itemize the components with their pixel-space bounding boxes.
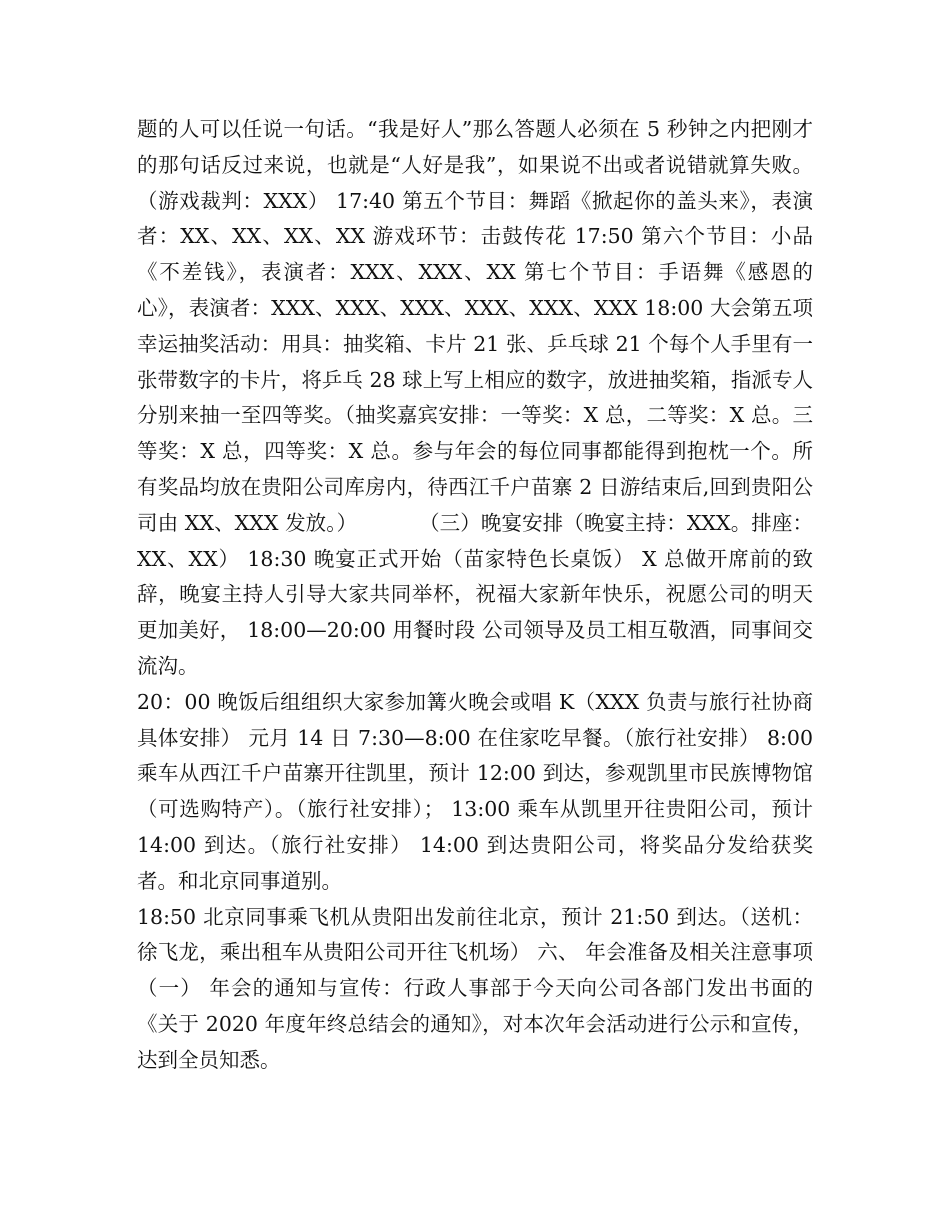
body-text <box>137 112 813 1079</box>
paragraph-1: 题的人可以任说一句话。“我是好人”那么答题人必须在 5 秒钟之内把刚才的那句话反过来说，也就是“人好是我”，如果说不出或者说错就算失败。（游戏裁判：XXX） 17:40 第五个节目：舞蹈《掀起你的盖头来》，表演者：XX、XX、XX、XX 游戏环节：击鼓传花 17:50 第六个节目：小品《不差钱》，表演者：XXX、XXX、XX 第七个节目：手语舞《感恩的心》，表演者：XXX、XXX、XXX、XXX、XXX、XXX 18:00 大会第五项幸运抽奖活动：用具：抽奖箱、卡片 21 张、乒乓球 21 个每个人手里有一张带数字的卡片，将乒乓 28 球上写上相应的数字，放进抽奖箱，指派专人分别来抽一至四等奖。（抽奖嘉宾安排：一等奖：X 总，二等奖：X 总。三等奖：X 总，四等奖：X 总。参与年会的每位同事都能得到抱枕一个。所有奖品均放在贵阳公司库房内，待西江千户苗寨 2 日游结束后,回到贵阳公司由 XX、XXX 发放。） （三）晚宴安排（晚宴主持：XXX。排座：XX、XX） 18:30 晚宴正式开始（苗家特色长桌饭） X 总做开席前的致辞，晚宴主持人引导大家共同举杯，祝福大家新年快乐，祝愿公司的明天更加美好， 18:00—20:00 用餐时段 公司领导及员工相互敬酒，同事间交流沟。 <box>137 117 813 678</box>
paragraph-2: 20：00 晚饭后组组织大家参加篝火晚会或唱 K（XXX 负责与旅行社协商具体安排） 元月 14 日 7:30—8:00 在住家吃早餐。（旅行社安排） 8:00 乘车从西江千户苗寨开往凯里，预计 12:00 到达，参观凯里市民族博物馆（可选购特产）。（旅行社安排）； 13:00 乘车从凯里开往贵阳公司，预计 14:00 到达。（旅行社安排） 14:00 到达贵阳公司，将奖品分发给获奖者。和北京同事道别。 <box>137 689 813 893</box>
paragraph-3: 18:50 北京同事乘飞机从贵阳出发前往北京，预计 21:50 到达。（送机：徐飞龙，乘出租车从贵阳公司开往飞机场） 六、 年会准备及相关注意事项 （一） 年会的通知与宣传：行政人事部于今天向公司各部门发出书面的《关于 2020 年度年终总结会的通知》，对本次年会活动进行公示和宣传，达到全员知悉。 <box>137 904 813 1072</box>
